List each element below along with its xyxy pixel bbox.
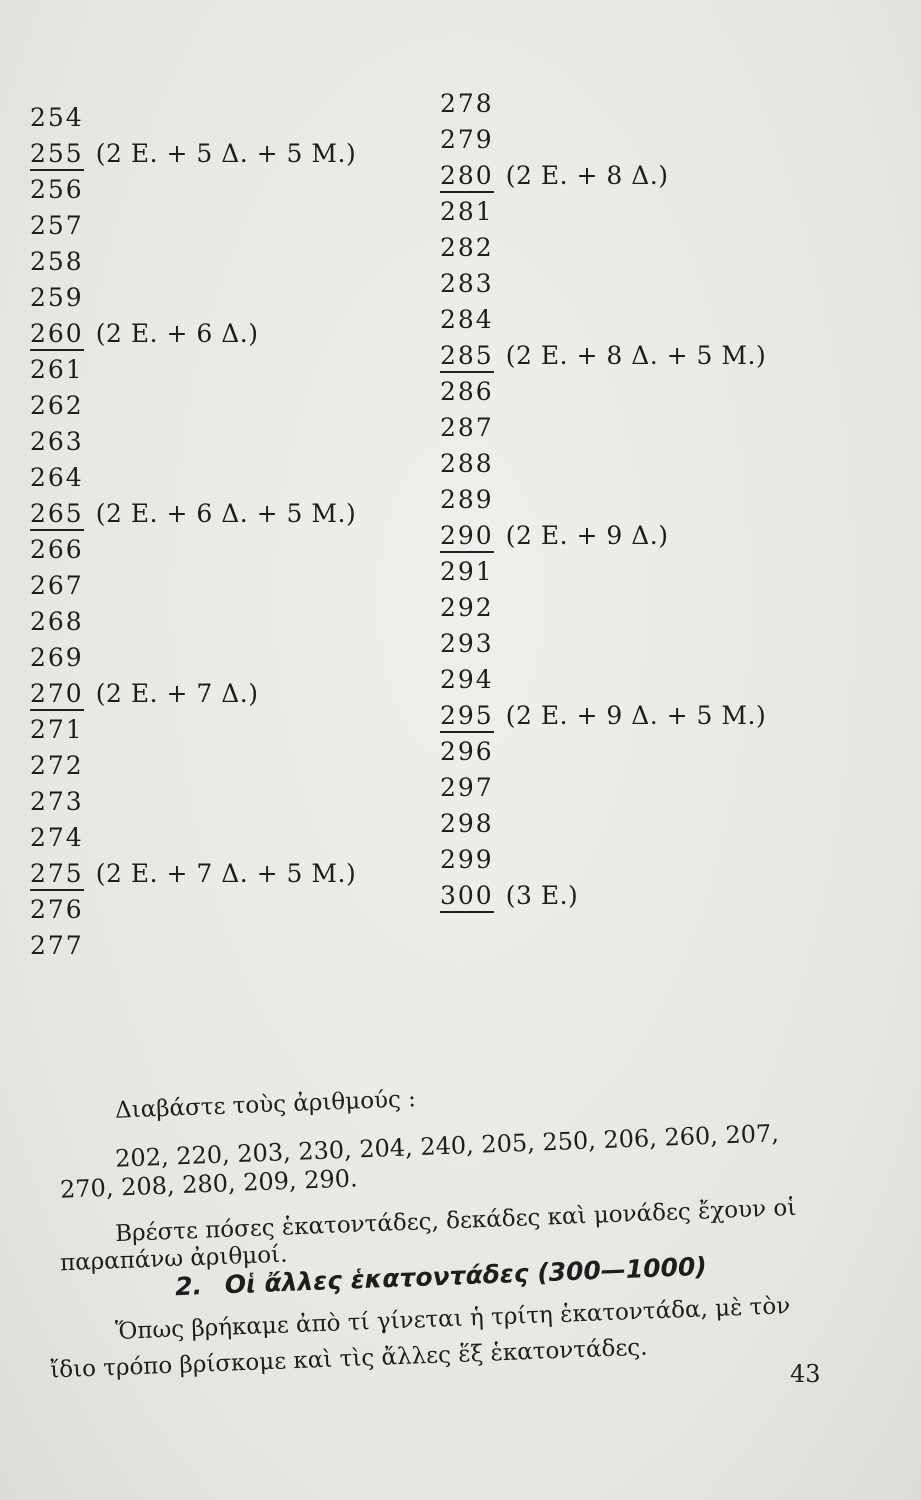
number-row bbox=[440, 554, 766, 590]
number-row bbox=[440, 446, 766, 482]
number-row bbox=[30, 172, 356, 208]
number-value: 299 bbox=[440, 845, 494, 874]
number-row bbox=[30, 784, 356, 820]
number-row bbox=[30, 712, 356, 748]
number-value: 259 bbox=[30, 283, 84, 312]
number-value: 263 bbox=[30, 427, 84, 456]
number-decomposition: (2 Ε. + 8 Δ. + 5 Μ.) bbox=[505, 341, 767, 370]
number-row bbox=[440, 266, 766, 302]
exercise-instruction: Διαβάστε τοὺς ἀριθμούς : bbox=[114, 1086, 417, 1124]
number-row bbox=[30, 568, 356, 604]
number-value: 288 bbox=[440, 449, 494, 478]
number-row bbox=[440, 482, 766, 518]
number-value: 298 bbox=[440, 809, 494, 838]
number-row bbox=[440, 410, 766, 446]
numbers-column-right bbox=[440, 86, 766, 914]
number-decomposition: (2 Ε. + 7 Δ. + 5 Μ.) bbox=[95, 859, 357, 888]
number-value: 287 bbox=[440, 413, 494, 442]
number-row bbox=[440, 698, 766, 734]
number-row bbox=[30, 136, 356, 172]
number-value: 281 bbox=[440, 197, 494, 226]
number-value: 273 bbox=[30, 787, 84, 816]
number-decomposition: (2 Ε. + 6 Δ. + 5 Μ.) bbox=[95, 499, 357, 528]
number-row bbox=[440, 338, 766, 374]
number-value: 291 bbox=[440, 557, 494, 586]
number-row bbox=[30, 532, 356, 568]
number-value: 300 bbox=[440, 883, 494, 913]
number-row bbox=[30, 856, 356, 892]
number-value: 276 bbox=[30, 895, 84, 924]
number-decomposition: (2 Ε. + 9 Δ. + 5 Μ.) bbox=[505, 701, 767, 730]
number-value: 293 bbox=[440, 629, 494, 658]
number-value: 275 bbox=[30, 861, 84, 891]
number-row bbox=[440, 230, 766, 266]
number-row bbox=[30, 388, 356, 424]
number-row bbox=[440, 626, 766, 662]
number-value: 294 bbox=[440, 665, 494, 694]
number-value: 286 bbox=[440, 377, 494, 406]
number-value: 292 bbox=[440, 593, 494, 622]
number-value: 270 bbox=[30, 681, 84, 711]
number-value: 260 bbox=[30, 321, 84, 351]
number-row bbox=[440, 302, 766, 338]
number-value: 258 bbox=[30, 247, 84, 276]
number-row bbox=[30, 640, 356, 676]
exercise-question-line-1: Βρέστε πόσες ἑκατοντάδες, δεκάδες καὶ μονάδες ἔχουν οἱ bbox=[114, 1194, 797, 1248]
number-value: 274 bbox=[30, 823, 84, 852]
number-value: 285 bbox=[440, 343, 494, 373]
number-value: 296 bbox=[440, 737, 494, 766]
number-row bbox=[30, 280, 356, 316]
number-value: 289 bbox=[440, 485, 494, 514]
exercise-numbers-line-2: 270, 208, 280, 209, 290. bbox=[59, 1164, 359, 1204]
section-number: 2. bbox=[174, 1271, 203, 1302]
number-row bbox=[30, 460, 356, 496]
number-value: 297 bbox=[440, 773, 494, 802]
exercise-numbers-line-1: 202, 220, 203, 230, 204, 240, 205, 250, 206, 260, 207, bbox=[114, 1119, 780, 1173]
number-row bbox=[30, 100, 356, 136]
number-value: 261 bbox=[30, 355, 84, 384]
number-row bbox=[440, 842, 766, 878]
number-decomposition: (3 Ε.) bbox=[505, 881, 579, 910]
number-value: 255 bbox=[30, 141, 84, 171]
number-value: 283 bbox=[440, 269, 494, 298]
number-row bbox=[440, 806, 766, 842]
number-row bbox=[440, 662, 766, 698]
number-value: 295 bbox=[440, 703, 494, 733]
number-row bbox=[440, 374, 766, 410]
number-value: 257 bbox=[30, 211, 84, 240]
number-row bbox=[440, 878, 766, 914]
number-value: 279 bbox=[440, 125, 494, 154]
number-value: 280 bbox=[440, 163, 494, 193]
number-decomposition: (2 Ε. + 7 Δ.) bbox=[95, 679, 259, 708]
number-value: 269 bbox=[30, 643, 84, 672]
number-row bbox=[440, 518, 766, 554]
section-paragraph-line-1: Ὅπως βρήκαμε ἀπὸ τί γίνεται ἡ τρίτη ἑκατοντάδα, μὲ τὸν bbox=[114, 1293, 791, 1345]
number-row bbox=[30, 892, 356, 928]
number-value: 272 bbox=[30, 751, 84, 780]
number-row bbox=[440, 122, 766, 158]
number-row bbox=[440, 194, 766, 230]
number-row bbox=[440, 734, 766, 770]
number-value: 284 bbox=[440, 305, 494, 334]
number-row bbox=[30, 424, 356, 460]
number-row bbox=[30, 604, 356, 640]
number-value: 277 bbox=[30, 931, 84, 960]
section-title: Οἱ ἄλλες ἑκατοντάδες (300—1000) bbox=[224, 1251, 708, 1300]
number-row bbox=[30, 748, 356, 784]
number-row bbox=[30, 208, 356, 244]
number-value: 268 bbox=[30, 607, 84, 636]
number-value: 290 bbox=[440, 523, 494, 553]
number-row bbox=[440, 590, 766, 626]
number-value: 262 bbox=[30, 391, 84, 420]
number-value: 266 bbox=[30, 535, 84, 564]
number-row bbox=[30, 496, 356, 532]
number-row bbox=[30, 820, 356, 856]
number-row bbox=[30, 244, 356, 280]
number-value: 282 bbox=[440, 233, 494, 262]
number-value: 267 bbox=[30, 571, 84, 600]
numbers-column-left bbox=[30, 100, 356, 964]
number-value: 278 bbox=[440, 89, 494, 118]
number-decomposition: (2 Ε. + 9 Δ.) bbox=[505, 521, 669, 550]
page-number: 43 bbox=[790, 1360, 821, 1388]
number-value: 265 bbox=[30, 501, 84, 531]
number-row bbox=[30, 352, 356, 388]
number-row bbox=[30, 316, 356, 352]
number-decomposition: (2 Ε. + 5 Δ. + 5 Μ.) bbox=[95, 139, 357, 168]
section-paragraph-line-2: ἴδιο τρόπο βρίσκομε καὶ τὶς ἄλλες ἕξ ἑκατοντάδες. bbox=[49, 1334, 648, 1384]
number-decomposition: (2 Ε. + 6 Δ.) bbox=[95, 319, 259, 348]
number-row bbox=[30, 676, 356, 712]
exercise-question-line-2: παραπάνω ἀριθμοί. bbox=[59, 1241, 288, 1277]
number-value: 256 bbox=[30, 175, 84, 204]
number-decomposition: (2 Ε. + 8 Δ.) bbox=[505, 161, 669, 190]
number-row bbox=[440, 158, 766, 194]
number-value: 271 bbox=[30, 715, 84, 744]
number-value: 264 bbox=[30, 463, 84, 492]
number-row bbox=[440, 86, 766, 122]
number-value: 254 bbox=[30, 103, 84, 132]
number-row bbox=[440, 770, 766, 806]
number-row bbox=[30, 928, 356, 964]
